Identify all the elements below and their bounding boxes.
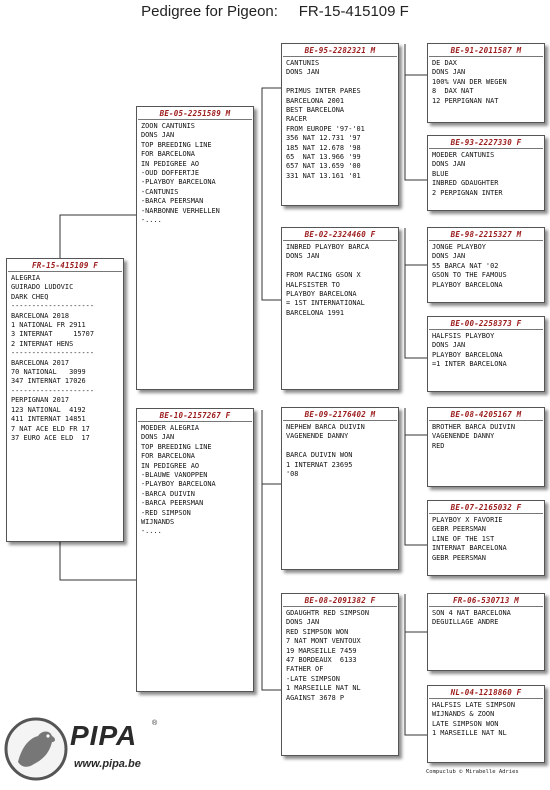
card-line: -PLAYBOY BARCELONA [141,178,216,187]
ring-number: BE-93-2227330 F [450,138,522,147]
card-line: 1 NATIONAL FR 2911 [11,321,86,330]
card-line [286,442,396,451]
card-line: '08 [286,470,299,479]
card-details [286,423,396,479]
card-line: FATHER OF [286,665,324,674]
card-line: DONS JAN [432,68,466,77]
card-details [432,423,542,451]
card-line [286,262,396,271]
card-line: BARCELONA 1991 [286,308,345,317]
card-line: BARCELONA 2001 [286,96,345,105]
card-line: TOP BREEDING LINE [141,140,212,149]
card-line: 1 MARSEILLE NAT NL [432,729,507,738]
pedigree-card-dds [427,593,545,671]
card-line: DONS JAN [432,160,466,169]
card-line [286,78,396,87]
card-line: =1 INTER BARCELONA [432,360,507,369]
card-line: BARCELONA 2017 [11,358,70,367]
card-line: GSON TO THE FAMOUS [432,271,507,280]
card-line: -PLAYBOY BARCELONA [141,480,216,489]
ring-number: BE-08-2091382 F [304,596,376,605]
card-line: FROM EUROPE '97-'01 [286,124,365,133]
card-line: -CANTUNIS [141,187,179,196]
divider [8,271,122,272]
card-line: 8 DAX NAT [432,87,474,96]
divider [429,240,543,241]
card-line: 1 MARSEILLE NAT NL [286,684,361,693]
card-line: -LATE SIMPSON [286,674,340,683]
card-line: -RED SIMPSON [141,508,191,517]
divider [429,698,543,699]
pedigree-card-ddd [427,685,545,763]
card-line: LINE OF THE 1ST [432,534,495,543]
ring-number: BE-98-2215327 M [450,230,522,239]
card-line: BARCA DUIVIN WON [286,451,353,460]
card-line: PLAYBOY X FAVORIE [432,516,503,524]
card-details [432,59,542,106]
card-line: CANTUNIS [286,59,320,67]
divider [138,421,252,422]
pigeon-icon [4,716,68,782]
card-line: 411 INTERNAT 14851 [11,415,86,424]
card-line: -BARCA PEERSMAN [141,499,204,508]
card-details [11,274,121,443]
card-line: 7 NAT ACE ELD FR 17 [11,424,90,433]
card-line: PRIMUS INTER PARES [286,87,361,96]
page-title: Pedigree for Pigeon: FR-15-415109 F [141,3,409,20]
card-line: BARCELONA 2018 [11,311,70,320]
card-line: IN PEDIGREE AO [141,159,200,168]
card-line: 356 NAT 12.731 '97 [286,134,361,143]
card-line: INBRED PLAYBOY BARCA [286,243,369,251]
card-line: RED [432,441,445,450]
card-line: 347 INTERNAT 17026 [11,377,86,386]
ring-number: BE-02-2324460 F [304,230,376,239]
card-details [432,332,542,370]
card-line: = 1ST INTERNATIONAL [286,299,365,308]
card-line: LATE SIMPSON WON [432,719,499,728]
ring-number: BE-00-2258373 F [450,319,522,328]
card-line: DONS JAN [286,618,320,627]
card-line: SON 4 NAT BARCELONA [432,609,511,617]
divider [283,420,397,421]
card-line: -BARCA DUIVIN [141,489,195,498]
card-line: DARK CHEQ [11,292,49,301]
card-details [432,243,542,290]
card-line: BLUE [432,169,449,178]
card-line: HALFSIS PLAYBOY [432,332,495,340]
ring-number: FR-06-530713 M [452,596,519,605]
divider [429,606,543,607]
card-line: PLAYBOY BARCELONA [432,350,503,359]
card-line: INTERNAT BARCELONA [432,544,507,553]
card-line: 3 INTERNAT 15707 [11,330,94,339]
divider [429,56,543,57]
card-line: NEPHEW BARCA DUIVIN [286,423,365,431]
card-line: 55 BARCA NAT '02 [432,261,499,270]
ring-number: BE-07-2165032 F [450,503,522,512]
card-line: -------------------- [11,386,94,395]
card-line: -.... [141,216,162,225]
card-line: ALEGRIA [11,274,41,282]
card-line: 2 INTERNAT HENS [11,339,74,348]
card-line: VAGENENDE DANNY [432,432,495,441]
card-line: HALFSIS LATE SIMPSON [432,701,515,709]
card-line: 12 PERPIGNAN NAT [432,96,499,105]
card-line: 47 BORDEAUX 6133 [286,656,357,665]
card-line: -NARBONNE VERHELLEN [141,206,220,215]
divider [429,513,543,514]
divider [283,240,397,241]
card-line: HALFSISTER TO [286,280,340,289]
pedigree-card-sire [136,106,254,390]
card-details [286,243,396,318]
card-details [141,424,251,537]
pedigree-card-subject [6,258,124,542]
card-line: DONS JAN [286,68,320,77]
card-line: IN PEDIGREE AO [141,461,200,470]
card-line: RACER [286,115,307,124]
card-details [432,701,542,739]
card-line: -------------------- [11,302,94,311]
card-line: INBRED GDAUGHTER [432,179,499,188]
card-line: RED SIMPSON WON [286,627,349,636]
card-line: FOR BARCELONA [141,150,195,159]
divider [283,606,397,607]
ring-number: BE-95-2282321 M [304,46,376,55]
card-line: -OUD DOFFERTJE [141,169,200,178]
pedigree-card-dsd [427,500,545,576]
card-line: ZOON CANTUNIS [141,122,195,130]
card-line: DONS JAN [141,131,175,140]
ring-number: BE-91-2011587 M [450,46,522,55]
card-line: 100% VAN DER WEGEN [432,77,507,86]
pedigree-card-dam-sire [281,407,399,570]
card-line: 37 EURO ACE ELD 17 [11,433,90,442]
divider [429,420,543,421]
card-details [432,609,542,628]
card-details [286,609,396,703]
divider [138,119,252,120]
card-line: 19 MARSEILLE 7459 [286,646,357,655]
card-line: DEGUILLAGE ANDRE [432,618,499,627]
card-line: PERPIGNAN 2017 [11,396,70,405]
ring-number: NL-04-1218860 F [450,688,522,697]
pipa-logo [4,714,164,784]
card-details [432,516,542,563]
card-details [141,122,251,225]
registered-mark-icon: ® [152,720,158,727]
ring-number: BE-05-2251589 M [159,109,231,118]
card-line: DONS JAN [432,341,466,350]
card-line: JONGE PLAYBOY [432,243,486,251]
card-line: VAGENENDE DANNY [286,432,349,441]
pedigree-card-sds [427,227,545,303]
pedigree-card-sire-dam [281,227,399,390]
pedigree-card-dam-dam [281,593,399,756]
card-line: 331 NAT 13.161 '01 [286,171,361,180]
ring-number: BE-10-2157267 F [159,411,231,420]
pedigree-card-sss [427,43,545,123]
logo-url: www.pipa.be [74,758,141,770]
card-line: 2 PERPIGNAN INTER [432,188,503,197]
card-line: FOR BARCELONA [141,452,195,461]
card-line: WIJNANDS & ZOON [432,710,495,719]
ring-number: BE-08-4205167 M [450,410,522,419]
pedigree-card-dam [136,408,254,692]
card-line: DONS JAN [141,433,175,442]
card-line: DONS JAN [432,252,466,261]
card-line: DE DAX [432,59,457,67]
card-details [286,59,396,181]
footer-credit: Compuclub © Mirabelle Adries [426,769,519,775]
card-line: -------------------- [11,349,94,358]
card-line: BEST BARCELONA [286,106,345,115]
logo-brand: PIPA [70,720,138,751]
card-line: -BARCA PEERSMAN [141,197,204,206]
card-line: BROTHER BARCA DUIVIN [432,423,515,431]
card-line: 7 NAT MONT VENTOUX [286,637,361,646]
card-line: -.... [141,527,162,536]
card-line: 65 NAT 13.966 '99 [286,153,361,162]
card-line: GEBR PEERSMAN [432,553,486,562]
card-line: DONS JAN [286,252,320,261]
card-line: GUIRADO LUDOVIC [11,283,74,292]
ring-number: FR-15-415109 F [31,261,98,270]
card-line: WIJNANDS [141,518,175,527]
pedigree-card-sire-sire [281,43,399,206]
pedigree-card-ssd [427,135,545,211]
card-line: GDAUGHTR RED SIMPSON [286,609,369,617]
card-line: 1 INTERNAT 23695 [286,460,353,469]
divider [429,148,543,149]
divider [283,56,397,57]
card-line: MOEDER CANTUNIS [432,151,495,159]
card-line: GEBR PEERSMAN [432,525,486,534]
pedigree-card-dss [427,407,545,487]
card-details [432,151,542,198]
ring-number: BE-09-2176402 M [304,410,376,419]
card-line: PLAYBOY BARCELONA [286,290,357,299]
card-line: 123 NATIONAL 4192 [11,405,86,414]
card-line: MOEDER ALEGRIA [141,424,200,432]
card-line: PLAYBOY BARCELONA [432,280,503,289]
card-line: 70 NATIONAL 3099 [11,368,86,377]
pedigree-card-sdd [427,316,545,392]
card-line: 657 NAT 13.659 '00 [286,162,361,171]
divider [429,329,543,330]
card-line: -BLAUWE VANOPPEN [141,471,208,480]
card-line: AGAINST 3678 P [286,693,345,702]
card-line: TOP BREEDING LINE [141,442,212,451]
card-line: FROM RACING GSON X [286,271,361,280]
card-line: 185 NAT 12.678 '98 [286,143,361,152]
